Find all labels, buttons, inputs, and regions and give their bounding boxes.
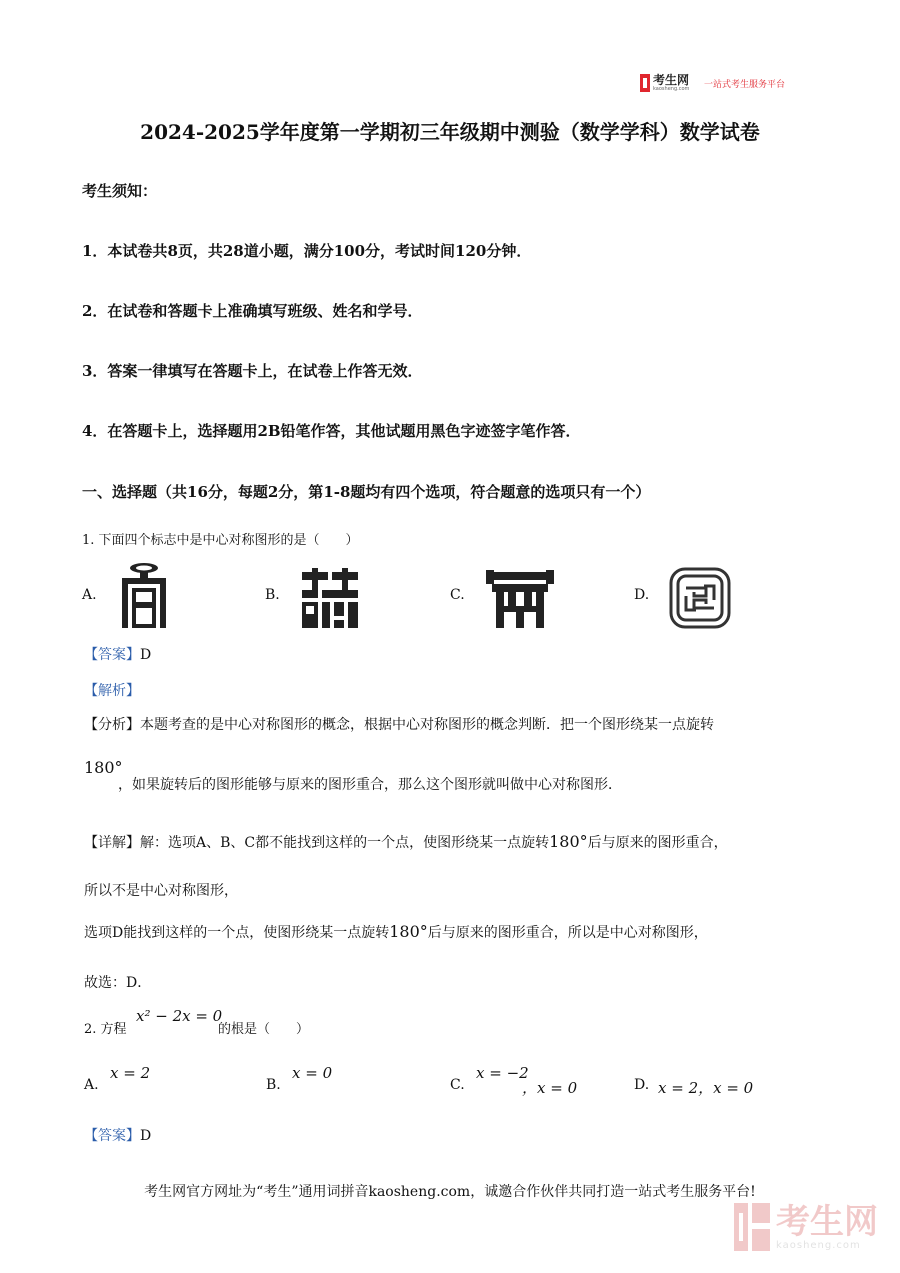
deg-180: 180°: [84, 758, 123, 777]
q2-equation: x² − 2x = 0: [136, 1007, 223, 1025]
q2-option-b-text: x = 0: [292, 1064, 333, 1082]
logo-c-icon: [486, 570, 554, 628]
logo-a-icon: [116, 560, 172, 628]
xiangjie-text: 选项D能找到这样的一个点，使图形绕某一点旋转: [84, 925, 390, 941]
footer-text: 考生网官方网址为“考生”通用词拼音kaosheng.com，诚邀合作伙伴共同打造一站式考生服务平台!: [144, 1184, 756, 1200]
deg-180: 180°: [389, 922, 428, 941]
watermark-name: 考生网: [776, 1201, 878, 1242]
notice-item: 4．在答题卡上，选择题用2B铅笔作答，其他试题用黑色字迹签字笔作答．: [82, 422, 581, 440]
q1-answer: [84, 644, 151, 664]
watermark-logo-icon: [734, 1203, 770, 1251]
q1-xiangjie-4: 故选：D．: [84, 975, 152, 991]
q1-stem: 1. 下面四个标志中是中心对称图形的是（ ）: [82, 533, 359, 548]
q2-option-c-label: C.: [450, 1077, 465, 1093]
q1-option-a-label: A.: [82, 587, 97, 603]
q2-option-c-text: x = −2: [476, 1064, 529, 1082]
q2-option-a-label: A.: [84, 1077, 99, 1093]
answer-value: D: [140, 647, 152, 663]
brand-url: kaosheng.com: [653, 86, 690, 92]
watermark: [734, 1203, 878, 1251]
page-title: 2024-2025学年度第一学期初三年级期中测验（数学学科）数学试卷: [140, 120, 760, 144]
notice-heading: 考生须知：: [82, 182, 158, 200]
answer-tag: 【答案】: [84, 1128, 140, 1144]
fenxi-text: 本题考查的是中心对称图形的概念，根据中心对称图形的概念判断．把一个图形绕某一点旋转: [140, 717, 714, 733]
q2-num: 2. 方程: [84, 1022, 127, 1037]
answer-value: D: [140, 1128, 152, 1144]
deg-180: 180°: [549, 832, 588, 851]
q1-option-d-label: D.: [634, 587, 650, 603]
q2-option-b-label: B.: [266, 1077, 281, 1093]
watermark-url: kaosheng.com: [776, 1239, 861, 1251]
analysis-tag: 【解析】: [84, 683, 140, 699]
q2-option-a-text: x = 2: [110, 1064, 151, 1082]
logo-b-icon: [300, 568, 360, 628]
q2-option-d-label: D.: [634, 1077, 650, 1093]
q1-xiangjie-3: [84, 922, 708, 942]
brand-slogan: 一站式考生服务平台: [704, 79, 786, 90]
section-heading: 一、选择题（共16分，每题2分，第1-8题均有四个选项，符合题意的选项只有一个）: [82, 483, 651, 501]
q1-fenxi: [84, 714, 714, 734]
notice-item: 1．本试卷共8页，共28道小题，满分100分，考试时间120分钟．: [82, 242, 532, 260]
q1-option-b-label: B.: [265, 587, 280, 603]
xiangjie-tag: 【详解】: [84, 835, 140, 851]
xiangjie-text: 后与原来的图形重合，: [587, 835, 728, 851]
logo-d-icon: [668, 566, 732, 630]
answer-tag: 【答案】: [84, 647, 140, 663]
q2-answer: [84, 1125, 151, 1145]
q2-option-d-text: x = 2，x = 0: [658, 1079, 754, 1097]
q2-stem-tail: 的根是（ ）: [218, 1022, 310, 1037]
logo-icon: [640, 74, 650, 92]
fenxi-tag: 【分析】: [84, 717, 140, 733]
q1-xiangjie-2: 所以不是中心对称图形，: [84, 883, 238, 899]
notice-item: 2．在试卷和答题卡上准确填写班级、姓名和学号．: [82, 302, 423, 320]
q1-xiangjie-1: [84, 832, 728, 852]
fenxi-text-2: ，如果旋转后的图形能够与原来的图形重合，那么这个图形就叫做中心对称图形．: [118, 777, 622, 793]
xiangjie-text: 解：选项A、B、C都不能找到这样的一个点，使图形绕某一点旋转: [140, 835, 550, 851]
xiangjie-text: 后与原来的图形重合，所以是中心对称图形，: [427, 925, 708, 941]
brand-name: 考生网: [653, 73, 690, 87]
q2-option-c-text2: ，x = 0: [522, 1079, 578, 1097]
notice-item: 3．答案一律填写在答题卡上，在试卷上作答无效．: [82, 362, 423, 380]
brand-header: [640, 72, 785, 94]
brand-logo: [640, 72, 696, 94]
q1-option-c-label: C.: [450, 587, 465, 603]
